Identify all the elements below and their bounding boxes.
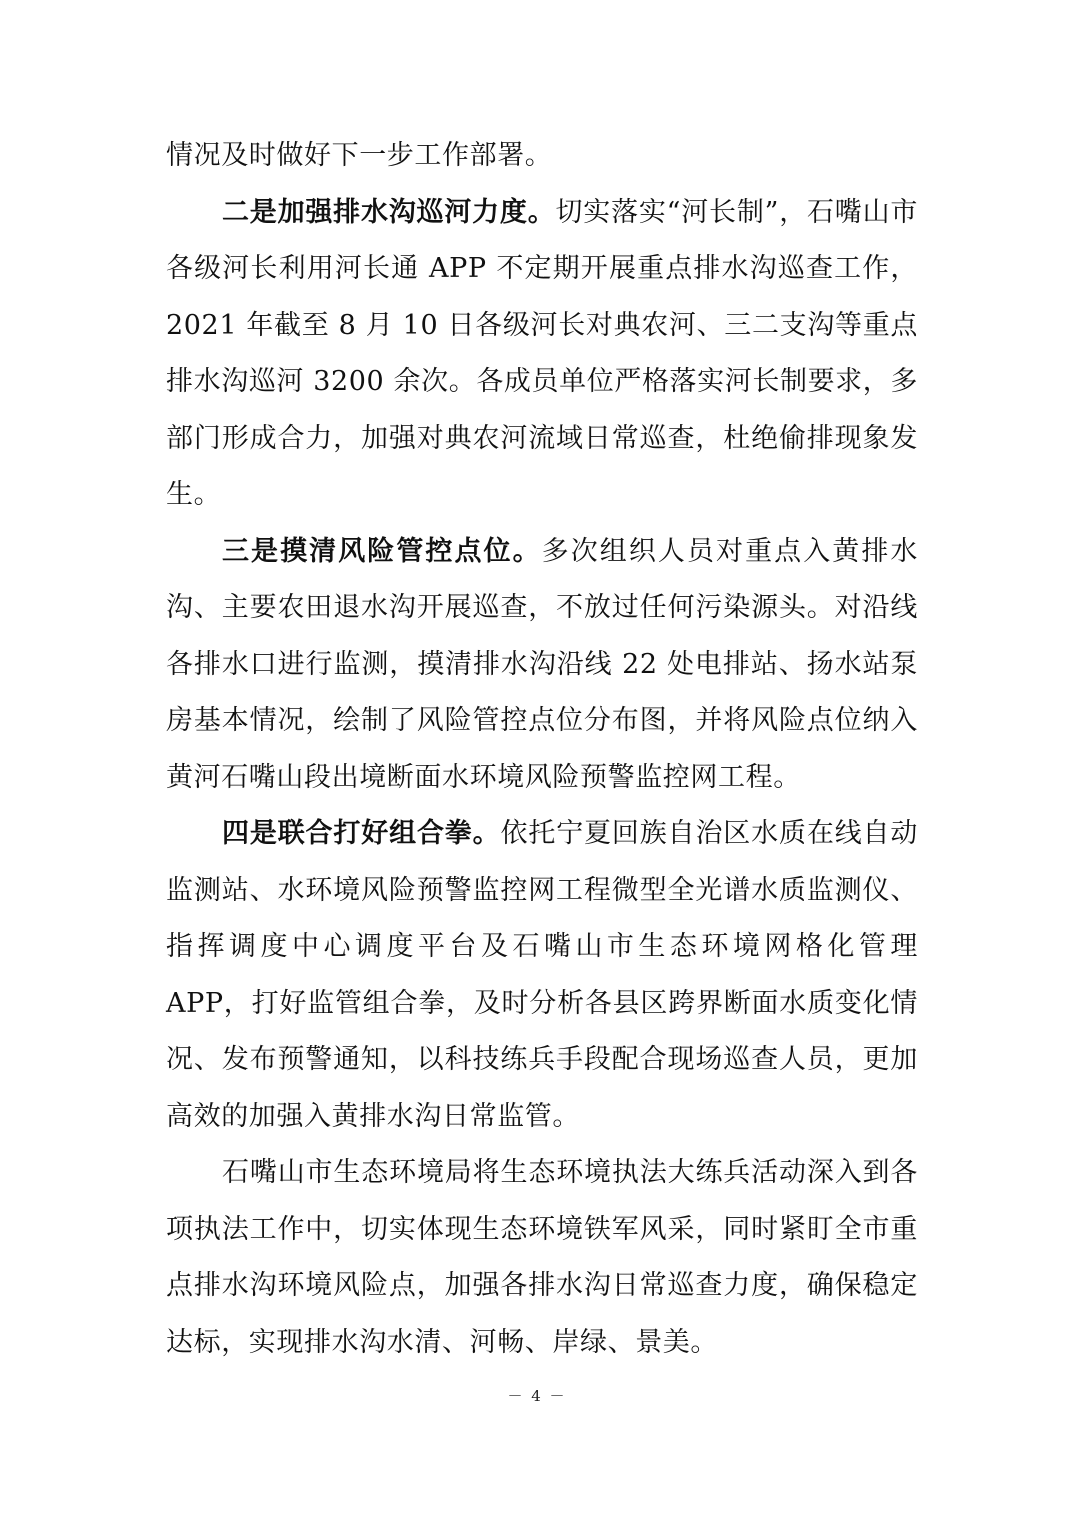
paragraph-text: 多次组织人员对重点入黄排水沟、主要农田退水沟开展巡查，不放过任何污染源头。对沿线各排水口进行监测，摸清排水沟沿线 22 处电排站、扬水站泵房基本情况，绘制了风险管控点位分布图，并将风险点位纳入黄河石嘴山段出境断面水环境风险预警监控网工程。	[166, 535, 918, 793]
paragraph-text: 情况及时做好下一步工作部署。	[166, 140, 553, 171]
paragraph-patrol-intensity	[166, 185, 918, 524]
paragraph-lead-heading: 三是摸清风险管控点位。	[222, 535, 542, 567]
paragraph-continuation	[166, 128, 918, 185]
paragraph-text: 石嘴山市生态环境局将生态环境执法大练兵活动深入到各项执法工作中，切实体现生态环境铁军风采，同时紧盯全市重点排水沟环境风险点，加强各排水沟日常巡查力度，确保稳定达标，实现排水沟水清、河畅、岸绿、景美。	[166, 1157, 918, 1358]
paragraph-risk-points	[166, 524, 918, 807]
paragraph-lead-heading: 二是加强排水沟巡河力度。	[222, 196, 556, 228]
paragraph-conclusion	[166, 1145, 918, 1371]
page-number: － 4 －	[507, 1387, 567, 1405]
paragraph-combined-measures	[166, 806, 918, 1145]
paragraph-lead-heading: 四是联合打好组合拳。	[222, 818, 501, 849]
document-body	[166, 128, 918, 1371]
paragraph-text: 依托宁夏回族自治区水质在线自动监测站、水环境风险预警监控网工程微型全光谱水质监测仪、指挥调度中心调度平台及石嘴山市生态环境网格化管理 APP，打好监管组合拳，及时分析各县区跨界断面水质变化情况、发布预警通知，以科技练兵手段配合现场巡查人员，更加高效的加强入黄排水沟日常监管。	[166, 818, 918, 1132]
paragraph-text: 切实落实“河长制”，石嘴山市各级河长利用河长通 APP 不定期开展重点排水沟巡查工作，2021 年截至 8 月 10 日各级河长对典农河、三二支沟等重点排水沟巡河 3200 余次。各成员单位严格落实河长制要求，多部门形成合力，加强对典农河流域日常巡查，杜绝偷排现象发生。	[166, 196, 918, 510]
